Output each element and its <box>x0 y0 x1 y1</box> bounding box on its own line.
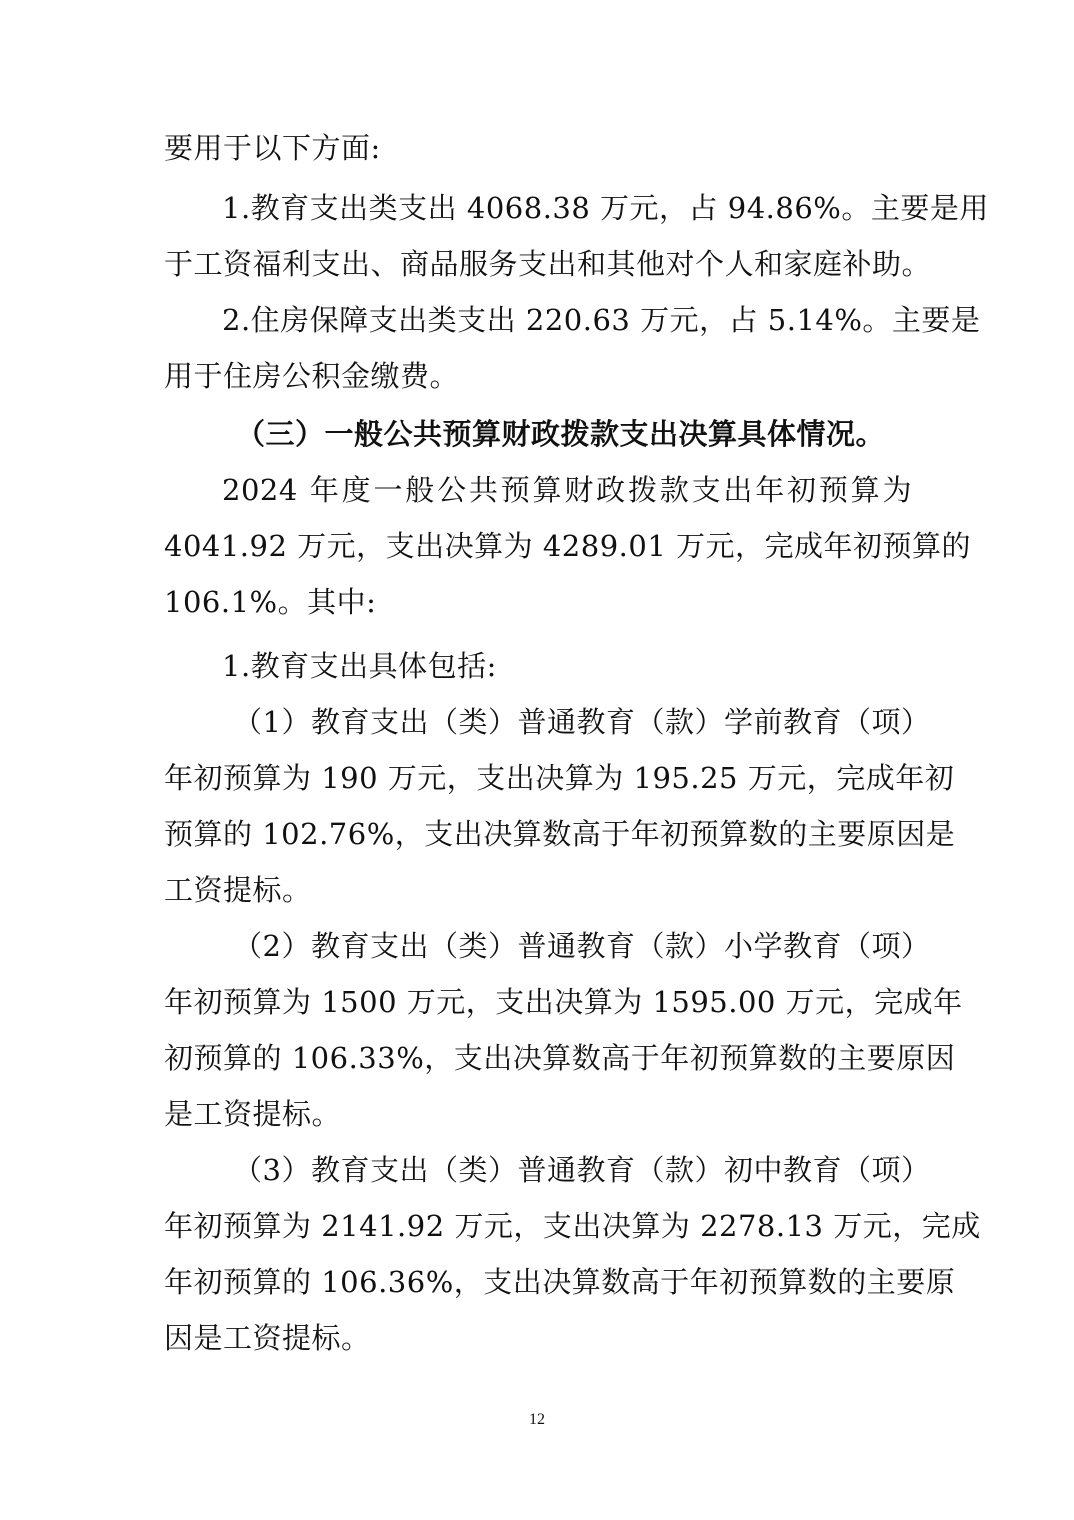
housing-share-line-2: 用于住房公积金缴费。 <box>164 359 460 393</box>
primary-line-2: 年初预算为 1500 万元，支出决算为 1595.00 万元，完成年 <box>164 985 963 1019</box>
education-share-line-1: 1.教育支出类支出 4068.38 万元，占 94.86%。主要是用 <box>222 191 989 225</box>
primary-line-3: 初预算的 106.33%，支出决算数高于年初预算数的主要原因 <box>164 1041 956 1075</box>
section-heading: （三）一般公共预算财政拨款支出决算具体情况。 <box>236 417 886 451</box>
junior-high-line-4: 因是工资提标。 <box>164 1321 371 1355</box>
primary-line-4: 是工资提标。 <box>164 1097 342 1131</box>
junior-high-line-3: 年初预算的 106.36%，支出决算数高于年初预算数的主要原 <box>164 1265 956 1299</box>
page-number: 12 <box>529 1411 545 1428</box>
summary-line-3: 106.1%。其中: <box>164 585 377 619</box>
preschool-line-3: 预算的 102.76%，支出决算数高于年初预算数的主要原因是 <box>164 817 956 851</box>
preschool-line-2: 年初预算为 190 万元，支出决算为 195.25 万元，完成年初 <box>164 761 955 795</box>
primary-line-1: （2）教育支出（类）普通教育（款）小学教育（项） <box>233 929 931 963</box>
junior-high-line-1: （3）教育支出（类）普通教育（款）初中教育（项） <box>233 1153 931 1187</box>
education-intro: 1.教育支出具体包括: <box>222 649 497 683</box>
summary-line-1: 2024 年度一般公共预算财政拨款支出年初预算为 <box>222 473 912 507</box>
education-share-line-2: 于工资福利支出、商品服务支出和其他对个人和家庭补助。 <box>164 247 932 281</box>
housing-share-line-1: 2.住房保障支出类支出 220.63 万元，占 5.14%。主要是 <box>222 303 981 337</box>
preschool-line-4: 工资提标。 <box>164 873 312 907</box>
paragraph-intro-line: 要用于以下方面: <box>164 131 381 165</box>
summary-line-2: 4041.92 万元，支出决算为 4289.01 万元，完成年初预算的 <box>164 529 972 563</box>
preschool-line-1: （1）教育支出（类）普通教育（款）学前教育（项） <box>233 705 931 739</box>
junior-high-line-2: 年初预算为 2141.92 万元，支出决算为 2278.13 万元，完成 <box>164 1209 981 1243</box>
